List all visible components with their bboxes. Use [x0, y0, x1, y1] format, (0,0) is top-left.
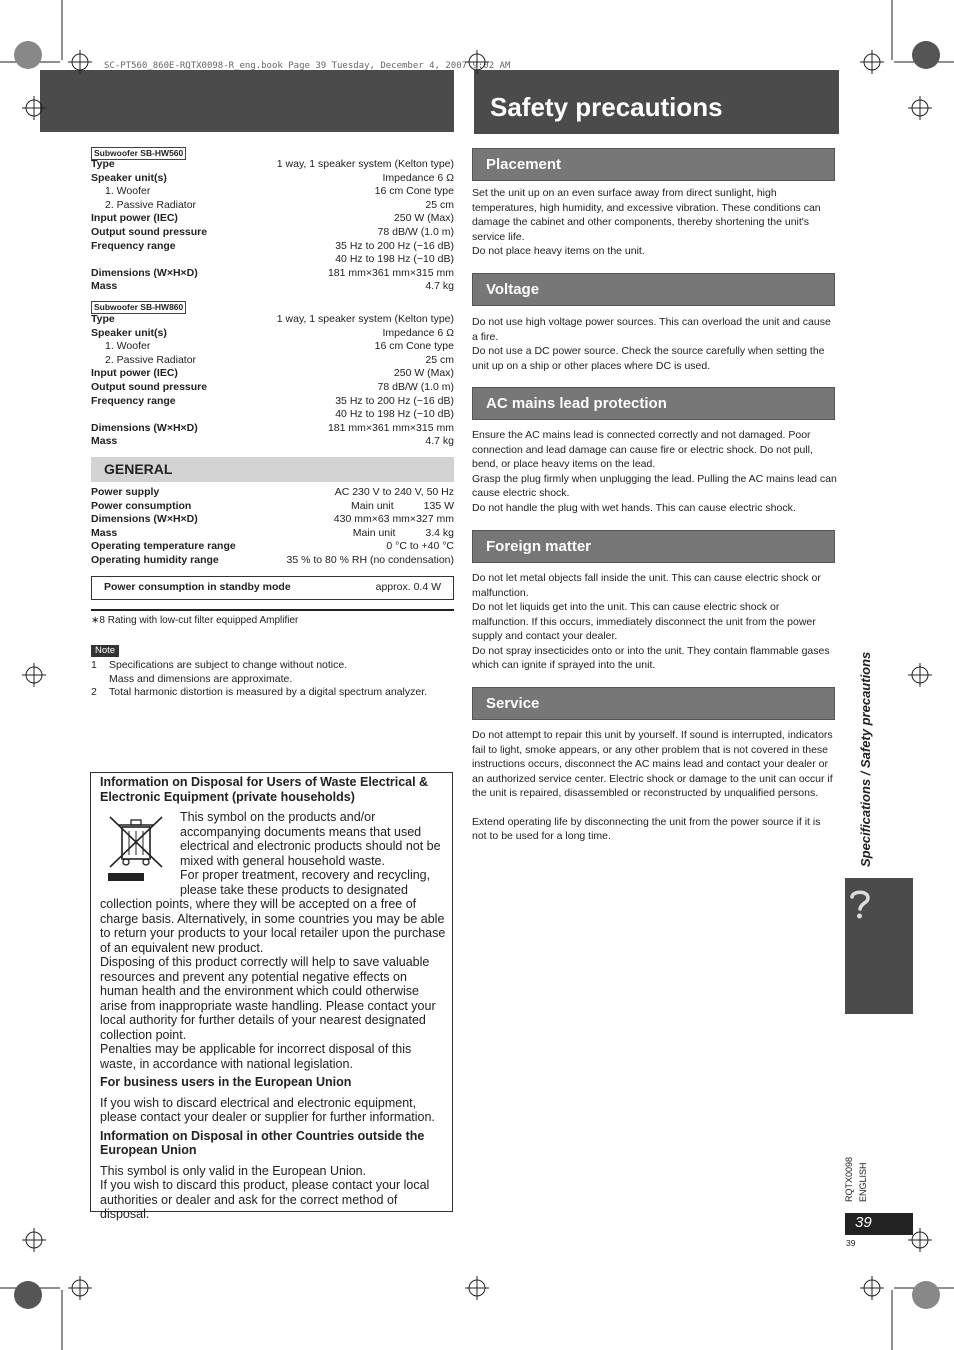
spec-row: Power consumption Main unit 135 W [91, 499, 454, 512]
spec-row: Type 1 way, 1 speaker system (Kelton type) [91, 158, 454, 170]
spec-row: Operating temperature range 0 °C to +40 °C [91, 540, 454, 553]
standby-value: approx. 0.4 W [375, 581, 441, 593]
spec-row: Mass 4.7 kg [91, 435, 454, 448]
note-item: 1 Specifications are subject to change without notice. [91, 659, 348, 671]
disposal-heading: Information on Disposal for Users of Waste Electrical & Electronic Equipment (private households) [100, 775, 429, 804]
spec-row: 2. Passive Radiator 25 cm [105, 353, 454, 366]
page-number-small: 39 [846, 1238, 856, 1248]
spec-row: Power supply AC 230 V to 240 V, 50 Hz [91, 486, 454, 498]
spec-row: Operating humidity range 35 % to 80 % RH (no condensation) [91, 553, 454, 566]
spec-row: Type 1 way, 1 speaker system (Kelton type) [91, 313, 454, 325]
file-info-line: SC-PT560_860E-RQTX0098-R_eng.book Page 39 Tuesday, December 4, 2007 9:02 AM [104, 61, 511, 71]
spec-row: Input power (IEC) 250 W (Max) [91, 212, 454, 225]
spec-row: Output sound pressure 78 dB/W (1.0 m) [91, 225, 454, 238]
section-header-voltage: Voltage [472, 273, 835, 306]
spec-row: Input power (IEC) 250 W (Max) [91, 367, 454, 380]
disposal-paragraph: If you wish to discard this product, please contact your local authorities or dealer and ask for the correct method of disposal. [100, 1178, 430, 1221]
side-section-label: Specifications / Safety precautions [858, 651, 873, 867]
section-text-ac-mains: Ensure the AC mains lead is connected correctly and not damaged. Poor connection and lead damage can cause fire or electric shock. Do not pull, bend, or place heavy items on the lead. Grasp the plug firmly when unplugging the lead. Pulling the AC mains lead can cause electric shock. Do not handle the plug with wet hands. This can cause electric shock. [472, 429, 837, 514]
spec-row: Frequency range 35 Hz to 200 Hz (−16 dB) [91, 239, 454, 252]
page-title: Safety precautions [490, 92, 723, 122]
spec-row: Speaker unit(s) Impedance 6 Ω [91, 171, 454, 184]
note-badge: Note [91, 645, 119, 657]
disposal-subheading: Information on Disposal in other Countries outside the European Union [100, 1128, 425, 1157]
section-text-placement: Set the unit up on an even surface away from direct sunlight, high temperatures, high humidity, and excessive vibration. These conditions can damage the cabinet and other components, thereby shortening the unit's service life. Do not place heavy items on the unit. [472, 187, 821, 257]
disposal-subheading: For business users in the European Union [100, 1075, 352, 1089]
doc-code: RQTX0098 [844, 1156, 854, 1202]
spec-row: Dimensions (W×H×D) 430 mm×63 mm×327 mm [91, 513, 454, 526]
spec-row: 40 Hz to 198 Hz (−10 dB) [335, 408, 454, 421]
spec-row: Dimensions (W×H×D) 181 mm×361 mm×315 mm [91, 266, 454, 279]
disposal-paragraph: Penalties may be applicable for incorrect disposal of this waste, in accordance with national legislation. [100, 1042, 412, 1071]
section-header-service: Service [472, 687, 835, 720]
spec-row: Frequency range 35 Hz to 200 Hz (−16 dB) [91, 394, 454, 407]
spec-row: 1. Woofer 16 cm Cone type [105, 185, 454, 198]
disposal-paragraph: This symbol on the products and/or accompanying documents means that used electrical and electronic products should not be mixed with general household waste. [180, 810, 441, 868]
disposal-paragraph: If you wish to discard electrical and electronic equipment, please contact your dealer or supplier for further information. [100, 1095, 435, 1124]
page-number: 39 [855, 1214, 872, 1231]
section-text-voltage: Do not use high voltage power sources. This can overload the unit and cause a fire. Do not use a DC power source. Check the source carefully when setting the unit up on a ship or other places where DC is used. [472, 316, 831, 372]
section-header-ac-mains: AC mains lead protection [472, 387, 835, 420]
section-header-placement: Placement [472, 148, 835, 181]
general-title: GENERAL [104, 461, 173, 477]
disposal-paragraph: This symbol is only valid in the European Union. [100, 1163, 367, 1178]
spec-row: Output sound pressure 78 dB/W (1.0 m) [91, 380, 454, 393]
spec-row: Speaker unit(s) Impedance 6 Ω [91, 326, 454, 339]
note-item: Mass and dimensions are approximate. [109, 672, 293, 685]
spec-row: 2. Passive Radiator 25 cm [105, 198, 454, 211]
disposal-paragraph: For proper treatment, recovery and recycling, please take these products to designated collection points, where they will be accepted on a free of charge basis. Alternatively, in some countries you may be able to return your products to your local retailer upon the purchase of an equivalent new product. [100, 868, 446, 955]
subwoofer-label-hw560: Subwoofer SB-HW560 [91, 147, 186, 160]
language-label: ENGLISH [858, 1162, 868, 1202]
section-text-service: Do not attempt to repair this unit by yourself. If sound is interrupted, indicators fail to light, smoke appears, or any other problem that is not covered in these instructions occurs, disconnect the AC mains lead and contact your dealer or an authorized service center. Electric shock or damage to the unit can occur if the unit is repaired, disassembled or reconstructed by unqualified persons. Extend operating life by disconnecting the unit from the power source if it is not to be used for a long time. [472, 729, 833, 842]
subwoofer-label-hw860: Subwoofer SB-HW860 [91, 301, 186, 314]
note-item: 2 Total harmonic distortion is measured by a digital spectrum analyzer. [91, 686, 428, 699]
section-header-foreign-matter: Foreign matter [472, 530, 835, 563]
footnote: ∗8 Rating with low-cut filter equipped Amplifier [91, 615, 299, 626]
spec-row: Dimensions (W×H×D) 181 mm×361 mm×315 mm [91, 421, 454, 434]
spec-row: Mass 4.7 kg [91, 280, 454, 293]
standby-label: Power consumption in standby mode [104, 581, 291, 593]
disposal-paragraph: Disposing of this product correctly will help to save valuable resources and prevent any potential negative effects on human health and the environment which could otherwise arise from inappropriate waste handling. Please contact your local authority for further details of your nearest designated collection point. [100, 955, 436, 1042]
spec-row: Mass Main unit 3.4 kg [91, 526, 454, 539]
section-text-foreign-matter: Do not let metal objects fall inside the unit. This can cause electric shock or malfunction. Do not let liquids get into the unit. This can cause electric shock or malfunction. If this occurs, immediately disconnect the unit from the power supply and contact your dealer. Do not spray insecticides onto or into the unit. They contain flammable gases which can ignite if sprayed into the unit. [472, 572, 830, 671]
spec-row: 1. Woofer 16 cm Cone type [105, 340, 454, 353]
spec-row: 40 Hz to 198 Hz (−10 dB) [335, 253, 454, 266]
